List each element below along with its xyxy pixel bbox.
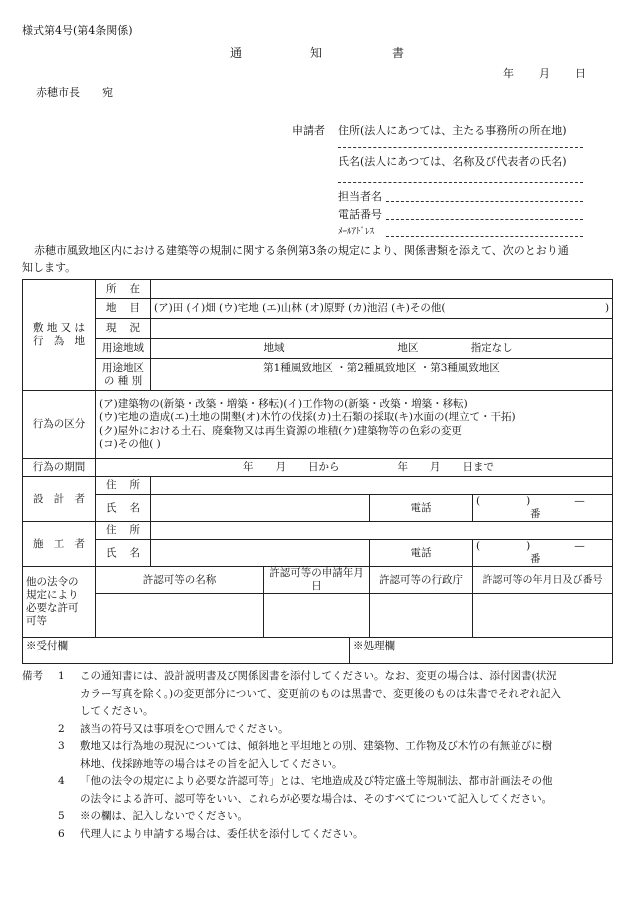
builder-address-cell[interactable]	[151, 522, 613, 540]
builder-name-label: 氏 名	[96, 540, 151, 567]
district-type-options[interactable]: 第1種風致地区 ・第2種風致地区 ・第3種風致地区	[151, 359, 613, 391]
designer-label: 設 計 者	[23, 477, 96, 522]
designer-address-cell[interactable]	[151, 477, 613, 495]
notes-section	[22, 668, 614, 843]
address-field-line[interactable]	[338, 147, 583, 148]
designer-name-label: 氏 名	[96, 495, 151, 522]
designer-name-cell[interactable]	[151, 495, 370, 522]
form-number: 様式第4号(第4条関係)	[22, 24, 133, 37]
permit-apply-date-header: 許認可等の申請年月日	[264, 567, 370, 594]
land-category-label: 地 目	[96, 299, 151, 319]
builder-label: 施 工 者	[23, 522, 96, 567]
action-category-label: 行為の区分	[23, 391, 96, 459]
note-item: 5 ※の欄は、記入しないでください。	[58, 810, 248, 822]
status-cell[interactable]	[151, 319, 613, 339]
designer-phone-cell[interactable]: ( ) —番	[473, 495, 613, 522]
builder-address-label: 住 所	[96, 522, 151, 540]
permit-name-cell[interactable]	[96, 594, 264, 638]
phone-field-line[interactable]	[386, 219, 583, 220]
address-label: 住所(法人にあつては、主たる事務所の所在地)	[338, 124, 567, 137]
designer-phone-label: 電話	[370, 495, 473, 522]
permit-name-header: 許認可等の名称	[96, 567, 264, 594]
note-item: 6 代理人により申請する場合は、委任状を添付してください。	[58, 827, 364, 840]
zone-cell[interactable]: 地域 地区 指定なし	[151, 339, 613, 359]
note-item: 2 該当の符号又は事項を○で囲んでください。	[58, 722, 289, 735]
note-item-cont: カラー写真を除く。)の変更部分について、変更前のものは黒書で、変更後のものは朱書でそれぞれ記入 してください。	[80, 687, 562, 717]
land-category-options[interactable]: (ア)田 (イ)畑 (ウ)宅地 (エ)山林 (オ)原野 (カ)池沼 (キ)その他( )	[151, 299, 613, 319]
intro-text: 赤穂市風致地区内における建築等の規制に関する条例第3条の規定により、関係書類を添えて、次のとおり通 知します。	[22, 244, 569, 274]
email-field-line[interactable]	[386, 236, 583, 237]
phone-label: 電話番号	[338, 208, 382, 221]
site-group-label: 敷地又は 行 為 地	[23, 280, 96, 391]
note-item: 備考 1 この通知書には、設計説明書及び関係図書を添付してください。なお、変更の場合は、添付図書(状況	[22, 670, 557, 682]
designer-address-label: 住 所	[96, 477, 151, 495]
builder-phone-cell[interactable]: ( ) —番	[473, 540, 613, 567]
email-label: ﾒｰﾙｱﾄﾞﾚｽ	[338, 227, 375, 237]
zone-label: 用途地域	[96, 339, 151, 359]
person-label: 担当者名	[338, 190, 382, 203]
permit-date-number-cell[interactable]	[473, 594, 613, 638]
status-label: 現 況	[96, 319, 151, 339]
reception-cell: ※受付欄	[23, 638, 350, 664]
period-cell[interactable]: 年 月 日から 年 月 日まで	[96, 459, 613, 477]
note-item: 3 敷地又は行為地の現況については、傾斜地と平坦地との別、建築物、工作物及び木竹の有無並びに樹 林地、伐採跡地等の場合はその旨を記入してください。	[58, 740, 553, 770]
applicant-label: 申請者	[292, 124, 325, 137]
action-category-options[interactable]: (ア)建築物の(新築・改築・増築・移転)(イ)工作物の(新築・改築・増築・移転) (ウ)宅地の造成(エ)土地の開墾(オ)木竹の伐採(カ)土石類の採取(キ)水面の(埋立て・干拓) (ク)屋外における土石、廃棄物又は再生資源の堆積(ケ)建築物等の色彩の変更 (コ)その他( )	[96, 391, 613, 459]
permit-authority-header: 許認可等の行政庁	[370, 567, 473, 594]
processing-cell: ※処理欄	[350, 638, 613, 664]
district-type-label: 用途地区 の 種 別	[96, 359, 151, 391]
name-field-line[interactable]	[338, 182, 583, 183]
addressee: 赤穂市長 宛	[36, 86, 113, 99]
name-label: 氏名(法人にあつては、名称及び代表者の氏名)	[338, 155, 567, 168]
permit-authority-cell[interactable]	[370, 594, 473, 638]
note-item: 4 「他の法令の規定により必要な許認可等」とは、宅地造成及び特定盛土等規制法、都市計画法その他 の法令による許可、認可等をいい、これらが必要な場合は、そのすべてについて記入してください。	[58, 775, 553, 805]
person-field-line[interactable]	[386, 201, 583, 202]
permit-apply-date-cell[interactable]	[264, 594, 370, 638]
builder-name-cell[interactable]	[151, 540, 370, 567]
builder-phone-label: 電話	[370, 540, 473, 567]
location-label: 所 在	[96, 280, 151, 299]
period-label: 行為の期間	[23, 459, 96, 477]
notification-form-table	[22, 279, 613, 664]
permits-label: 他の法令の 規定により 必要な許可 可等	[23, 567, 96, 638]
permit-date-number-header: 許認可等の年月日及び番号	[473, 567, 613, 594]
location-cell[interactable]	[151, 280, 613, 299]
